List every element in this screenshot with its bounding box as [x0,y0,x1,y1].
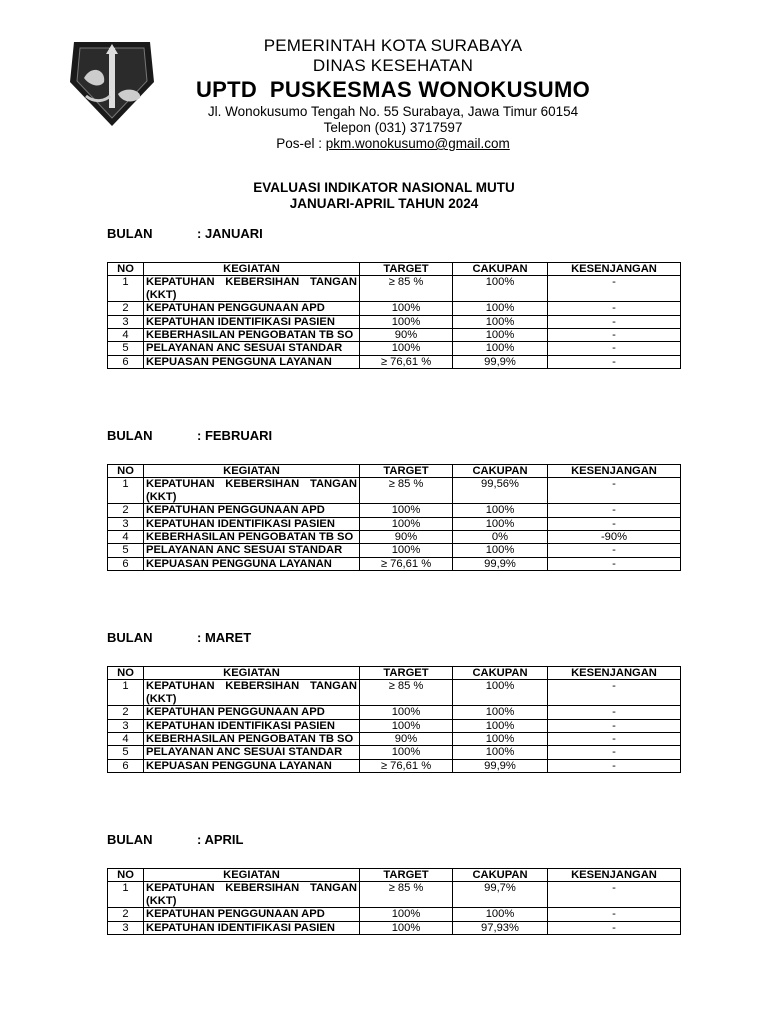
target-value: 90% [360,733,453,746]
column-header: CAKUPAN [453,465,548,478]
month-heading [107,226,263,241]
indicator-table [107,868,681,935]
table-row [108,504,681,517]
row-number: 3 [108,921,144,934]
activity-name: KEBERHASILAN PENGOBATAN TB SO [144,733,360,746]
coverage-value: 99,9% [453,557,548,570]
month-name: : JANUARI [197,226,263,241]
table-header-row [108,869,681,882]
activity-name: KEPATUHAN KEBERSIHAN TANGAN (KKT) [144,882,360,908]
target-value: 100% [360,517,453,530]
gap-value: - [548,921,681,934]
column-header: NO [108,667,144,680]
gap-value: - [548,557,681,570]
coverage-value: 100% [453,302,548,315]
row-number: 2 [108,908,144,921]
target-value: 100% [360,719,453,732]
table-row [108,315,681,328]
row-number: 1 [108,478,144,504]
row-number: 5 [108,342,144,355]
coverage-value: 0% [453,531,548,544]
month-heading [107,630,251,645]
table-row [108,908,681,921]
table-row [108,746,681,759]
column-header: CAKUPAN [453,263,548,276]
month-label: BULAN [107,226,153,241]
activity-name: KEPATUHAN PENGGUNAAN APD [144,706,360,719]
department-name: DINAS KESEHATAN [312,56,474,75]
table-row [108,342,681,355]
table-row [108,544,681,557]
target-value: ≥ 85 % [360,276,453,302]
activity-name: KEPATUHAN PENGGUNAAN APD [144,504,360,517]
row-number: 4 [108,733,144,746]
coverage-value: 100% [453,329,548,342]
column-header: TARGET [360,465,453,478]
gap-value: - [548,302,681,315]
gap-value: - [548,355,681,368]
month-heading [107,832,243,847]
gap-value: - [548,544,681,557]
coverage-value: 100% [453,276,548,302]
row-number: 6 [108,355,144,368]
coverage-value: 100% [453,680,548,706]
activity-name: KEPATUHAN PENGGUNAAN APD [144,302,360,315]
month-heading [107,428,272,443]
gap-value: - [548,746,681,759]
table-row [108,719,681,732]
table-header-row [108,667,681,680]
month-name: : FEBRUARI [197,428,273,443]
table-row [108,355,681,368]
row-number: 4 [108,531,144,544]
coverage-value: 100% [453,908,548,921]
coverage-value: 100% [453,544,548,557]
table-row [108,733,681,746]
table-row [108,759,681,772]
gap-value: - [548,478,681,504]
gap-value: - [548,882,681,908]
activity-name: PELAYANAN ANC SESUAI STANDAR [144,544,360,557]
gap-value: - [548,276,681,302]
email-label: Pos-el : [276,136,326,151]
gap-value: - [548,504,681,517]
month-label: BULAN [107,428,153,443]
address: Jl. Wonokusumo Tengah No. 55 Surabaya, Jawa Timur 60154 [207,104,579,119]
month-name: : APRIL [197,832,244,847]
column-header: NO [108,465,144,478]
gap-value: -90% [548,531,681,544]
row-number: 2 [108,706,144,719]
column-header: TARGET [360,869,453,882]
gap-value: - [548,706,681,719]
column-header: NO [108,263,144,276]
activity-name: KEPATUHAN IDENTIFIKASI PASIEN [144,315,360,328]
gap-value: - [548,517,681,530]
gap-value: - [548,719,681,732]
gap-value: - [548,680,681,706]
coverage-value: 99,9% [453,759,548,772]
table-row [108,531,681,544]
column-header: TARGET [360,667,453,680]
target-value: 100% [360,342,453,355]
column-header: CAKUPAN [453,667,548,680]
activity-name: KEPATUHAN KEBERSIHAN TANGAN (KKT) [144,276,360,302]
gap-value: - [548,908,681,921]
table-header-row [108,263,681,276]
month-label: BULAN [107,832,153,847]
table-row [108,882,681,908]
row-number: 6 [108,557,144,570]
row-number: 1 [108,276,144,302]
target-value: ≥ 76,61 % [360,355,453,368]
document-subtitle: JANUARI-APRIL TAHUN 2024 [289,196,479,211]
activity-name: KEPATUHAN IDENTIFIKASI PASIEN [144,719,360,732]
coverage-value: 100% [453,504,548,517]
document-title: EVALUASI INDIKATOR NASIONAL MUTU [253,180,515,195]
row-number: 5 [108,544,144,557]
row-number: 2 [108,302,144,315]
column-header: KEGIATAN [144,263,360,276]
target-value: ≥ 76,61 % [360,557,453,570]
target-value: ≥ 76,61 % [360,759,453,772]
activity-name: KEPATUHAN IDENTIFIKASI PASIEN [144,517,360,530]
column-header: KESENJANGAN [548,465,681,478]
activity-name: KEPATUHAN KEBERSIHAN TANGAN (KKT) [144,680,360,706]
row-number: 5 [108,746,144,759]
institution-name: UPTD PUSKESMAS WONOKUSUMO [195,77,591,102]
row-number: 3 [108,315,144,328]
email-line [160,136,626,152]
phone: Telepon (031) 3717597 [323,120,463,135]
column-header: KESENJANGAN [548,263,681,276]
month-name: : MARET [197,630,252,645]
activity-name: KEPUASAN PENGGUNA LAYANAN [144,557,360,570]
activity-name: KEBERHASILAN PENGOBATAN TB SO [144,531,360,544]
coverage-value: 100% [453,315,548,328]
table-row [108,329,681,342]
letterhead [160,36,626,152]
indicator-table [107,666,681,773]
target-value: 100% [360,544,453,557]
activity-name: KEPATUHAN KEBERSIHAN TANGAN (KKT) [144,478,360,504]
coverage-value: 100% [453,733,548,746]
target-value: 90% [360,531,453,544]
column-header: KEGIATAN [144,465,360,478]
table-row [108,706,681,719]
table-row [108,557,681,570]
surabaya-emblem-logo [66,34,158,130]
activity-name: KEPUASAN PENGGUNA LAYANAN [144,355,360,368]
coverage-value: 97,93% [453,921,548,934]
target-value: 100% [360,746,453,759]
target-value: ≥ 85 % [360,680,453,706]
column-header: CAKUPAN [453,869,548,882]
table-row [108,517,681,530]
gap-value: - [548,733,681,746]
row-number: 3 [108,517,144,530]
activity-name: KEPATUHAN PENGGUNAAN APD [144,908,360,921]
table-row [108,302,681,315]
column-header: KESENJANGAN [548,869,681,882]
target-value: 100% [360,302,453,315]
row-number: 4 [108,329,144,342]
table-row [108,680,681,706]
target-value: ≥ 85 % [360,882,453,908]
email-link[interactable]: pkm.wonokusumo@gmail.com [325,136,510,151]
row-number: 2 [108,504,144,517]
column-header: NO [108,869,144,882]
target-value: 100% [360,504,453,517]
coverage-value: 100% [453,746,548,759]
column-header: KESENJANGAN [548,667,681,680]
activity-name: KEPATUHAN IDENTIFIKASI PASIEN [144,921,360,934]
gap-value: - [548,342,681,355]
indicator-table [107,262,681,369]
activity-name: PELAYANAN ANC SESUAI STANDAR [144,342,360,355]
coverage-value: 99,56% [453,478,548,504]
coverage-value: 100% [453,517,548,530]
table-row [108,478,681,504]
coverage-value: 99,9% [453,355,548,368]
table-row [108,276,681,302]
activity-name: KEPUASAN PENGGUNA LAYANAN [144,759,360,772]
target-value: ≥ 85 % [360,478,453,504]
government-name: PEMERINTAH KOTA SURABAYA [263,36,523,55]
column-header: KEGIATAN [144,869,360,882]
row-number: 3 [108,719,144,732]
coverage-value: 100% [453,719,548,732]
gap-value: - [548,315,681,328]
gap-value: - [548,759,681,772]
coverage-value: 100% [453,706,548,719]
target-value: 100% [360,921,453,934]
row-number: 1 [108,680,144,706]
column-header: TARGET [360,263,453,276]
month-label: BULAN [107,630,153,645]
table-row [108,921,681,934]
coverage-value: 100% [453,342,548,355]
column-header: KEGIATAN [144,667,360,680]
table-header-row [108,465,681,478]
row-number: 6 [108,759,144,772]
gap-value: - [548,329,681,342]
target-value: 100% [360,706,453,719]
coverage-value: 99,7% [453,882,548,908]
target-value: 90% [360,329,453,342]
target-value: 100% [360,908,453,921]
indicator-table [107,464,681,571]
target-value: 100% [360,315,453,328]
activity-name: KEBERHASILAN PENGOBATAN TB SO [144,329,360,342]
activity-name: PELAYANAN ANC SESUAI STANDAR [144,746,360,759]
row-number: 1 [108,882,144,908]
